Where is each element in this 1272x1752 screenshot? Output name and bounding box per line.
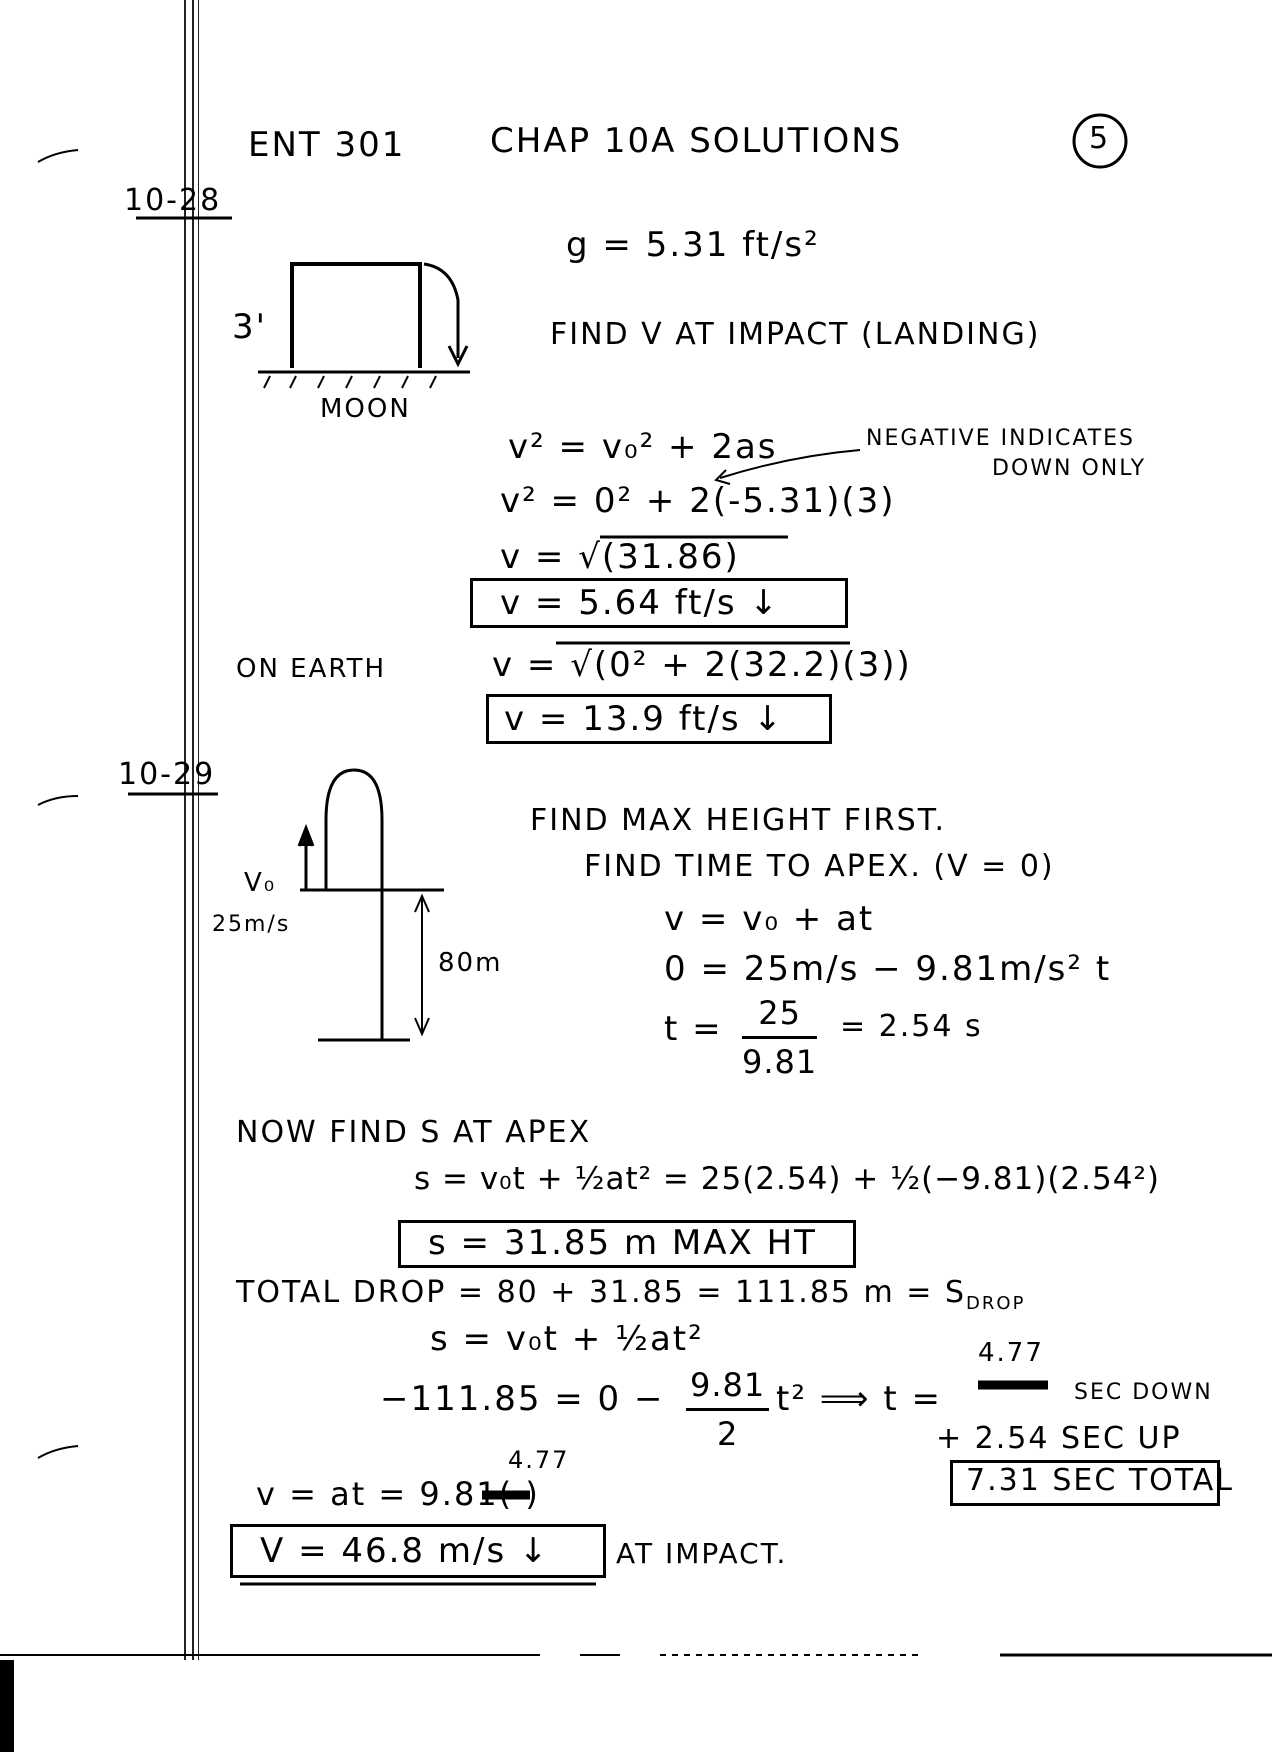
page-title: CHAP 10A SOLUTIONS [490, 121, 903, 161]
equation: t = [664, 1009, 723, 1049]
total-drop-subscript: DROP [966, 1293, 1026, 1314]
step-text: FIND MAX HEIGHT FIRST. [530, 803, 946, 838]
height-label: 3' [232, 307, 267, 347]
equation: = 2.54 s [840, 1009, 983, 1044]
step-text: FIND TIME TO APEX. (V = 0) [584, 849, 1055, 884]
fraction [686, 1366, 769, 1453]
box-drop-sketch [258, 264, 470, 388]
find-statement: FIND V AT IMPACT (LANDING) [550, 317, 1041, 352]
velocity-value: 25m/s [212, 912, 291, 937]
impact-note: AT IMPACT. [616, 1537, 788, 1570]
corrected-value: 4.77 [508, 1446, 570, 1474]
problem-number: 10-29 [118, 757, 216, 792]
equation: v = at = 9.81( ) [256, 1475, 540, 1513]
total-time: 7.31 SEC TOTAL [966, 1463, 1234, 1498]
binder-hole-mark [38, 150, 78, 162]
equation: t² ⟹ t = [776, 1379, 942, 1419]
problem-number: 10-28 [124, 183, 222, 218]
velocity-label: V₀ [244, 868, 277, 898]
equation: s = v₀t + ½at² [430, 1319, 704, 1359]
equation: −111.85 = 0 − [380, 1379, 665, 1419]
equation: v² = v₀² + 2as [508, 427, 778, 467]
answer: v = 13.9 ft/s ↓ [504, 699, 784, 739]
fraction-denominator: 2 [716, 1415, 739, 1453]
projectile-sketch [299, 770, 444, 1040]
answer: V = 46.8 m/s ↓ [260, 1531, 550, 1571]
scan-edge [0, 1660, 14, 1752]
total-drop-text: TOTAL DROP = 80 + 31.85 = 111.85 m = S [236, 1275, 967, 1310]
equation: v² = 0² + 2(-5.31)(3) [500, 481, 896, 521]
side-note: DOWN ONLY [992, 456, 1147, 481]
equation: v = √(31.86) [500, 537, 740, 577]
height-label: 80m [438, 948, 503, 978]
fraction-numerator: 25 [742, 994, 817, 1039]
equation: 0 = 25m/s − 9.81m/s² t [664, 949, 1112, 989]
gravity-value: g = 5.31 ft/s² [566, 225, 820, 265]
ground-label: MOON [320, 394, 411, 424]
course-label: ENT 301 [248, 125, 406, 165]
step-text: NOW FIND S AT APEX [236, 1115, 592, 1150]
fraction [742, 994, 817, 1081]
binder-hole-mark [38, 1446, 78, 1458]
binder-hole-mark [38, 796, 78, 805]
total-drop [236, 1275, 1026, 1314]
answer: v = 5.64 ft/s ↓ [500, 583, 780, 623]
fraction-denominator: 9.81 [742, 1043, 818, 1081]
corrected-value: 4.77 [978, 1338, 1044, 1368]
time-up: + 2.54 SEC UP [936, 1421, 1182, 1456]
time-down: SEC DOWN [1074, 1380, 1213, 1405]
section-label: ON EARTH [236, 654, 386, 684]
page-number: 5 [1089, 121, 1109, 156]
equation: s = v₀t + ½at² = 25(2.54) + ½(−9.81)(2.54²) [414, 1161, 1160, 1197]
equation: v = √(0² + 2(32.2)(3)) [492, 645, 912, 685]
answer: s = 31.85 m MAX HT [428, 1223, 817, 1263]
side-note: NEGATIVE INDICATES [866, 426, 1135, 451]
equation: v = v₀ + at [664, 899, 875, 939]
fraction-numerator: 9.81 [686, 1366, 769, 1411]
